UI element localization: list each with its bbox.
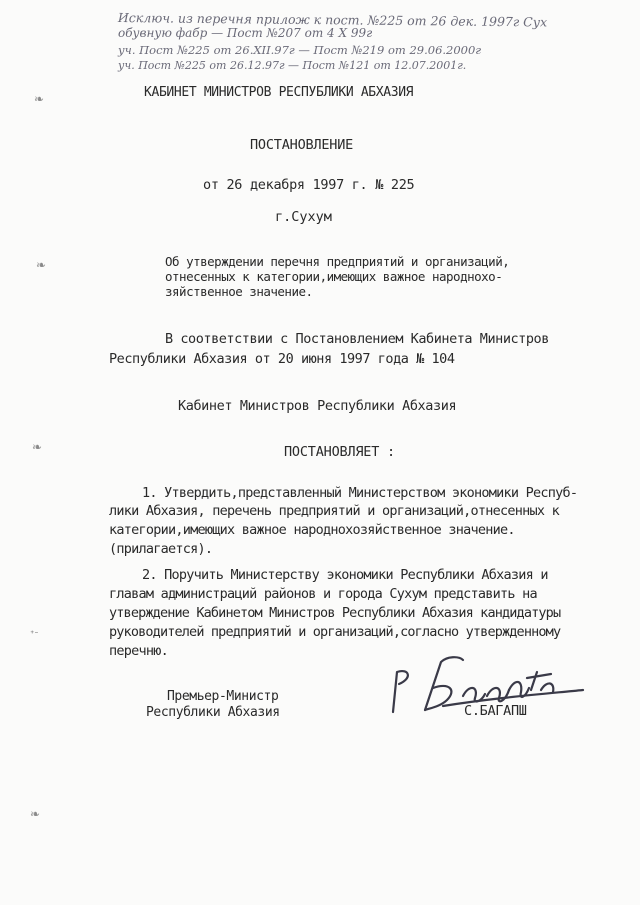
cabinet-title: КАБИНЕТ МИНИСТРОВ РЕСПУБЛИКИ АБХАЗИЯ — [144, 85, 414, 100]
handwritten-annotation-3: уч. Пост №225 от 26.XII.97г — Пост №219 от 29.06.2000г — [118, 43, 482, 57]
margin-mark-4: ᐩᐨ — [30, 628, 39, 641]
margin-mark-5: ❧ — [30, 807, 41, 821]
item-2-line-4: руководителей предприятий и организаций,согласно утвержденному — [109, 624, 561, 640]
subject-line-2: отнесенных к категории,имеющих важное народнохо- — [165, 269, 503, 284]
item-1-line-4: (прилагается). — [109, 541, 213, 557]
document-type: ПОСТАНОВЛЕНИЕ — [250, 137, 354, 153]
margin-mark-1: ❧ — [34, 92, 45, 106]
subject-line-1: Об утверждении перечня предприятий и организаций, — [165, 254, 510, 269]
subject-line-3: зяйственное значение. — [165, 284, 313, 299]
document-city: г.Сухум — [275, 209, 332, 225]
handwritten-annotation-2: обувную фабр — Пост №207 от 4 X 99г — [118, 26, 373, 40]
item-1-line-3: категории,имеющих важное народнохозяйственное значение. — [109, 522, 515, 538]
resolves-heading: ПОСТАНОВЛЯЕТ : — [284, 444, 395, 460]
item-1-line-1: 1. Утвердить,представленный Министерством экономики Респуб- — [142, 485, 578, 501]
preamble-line-2: Республики Абхазия от 20 июня 1997 года № 104 — [109, 351, 455, 367]
handwritten-signature — [383, 650, 593, 720]
issuer: Кабинет Министров Республики Абхазия — [178, 398, 457, 414]
signatory-title-2: Республики Абхазия — [146, 705, 280, 720]
preamble-line-1: В соответствии с Постановлением Кабинета Министров — [165, 331, 549, 347]
document-date-number: от 26 декабря 1997 г. № 225 — [203, 177, 415, 193]
signatory-title-1: Премьер-Министр — [167, 689, 279, 704]
margin-mark-2: ❧ — [36, 258, 47, 272]
item-2-line-2: главам администраций районов и города Сухум представить на — [109, 586, 537, 602]
item-2-line-3: утверждение Кабинетом Министров Республики Абхазия кандидатуры — [109, 605, 561, 621]
item-2-line-5: перечню. — [109, 643, 169, 659]
signatory-name: С.БАГАПШ — [464, 703, 527, 719]
handwritten-annotation-1: Исключ. из перечня прилож к пост. №225 от 26 дек. 1997г Сух — [117, 10, 548, 30]
margin-mark-3: ❧ — [32, 440, 43, 454]
handwritten-annotation-4: уч. Пост №225 от 26.12.97г — Пост №121 от 12.07.2001г. — [118, 59, 467, 72]
item-1-line-2: лики Абхазия, перечень предприятий и организаций,отнесенных к — [109, 503, 560, 519]
item-2-line-1: 2. Поручить Министерству экономики Республики Абхазия и — [142, 567, 548, 583]
